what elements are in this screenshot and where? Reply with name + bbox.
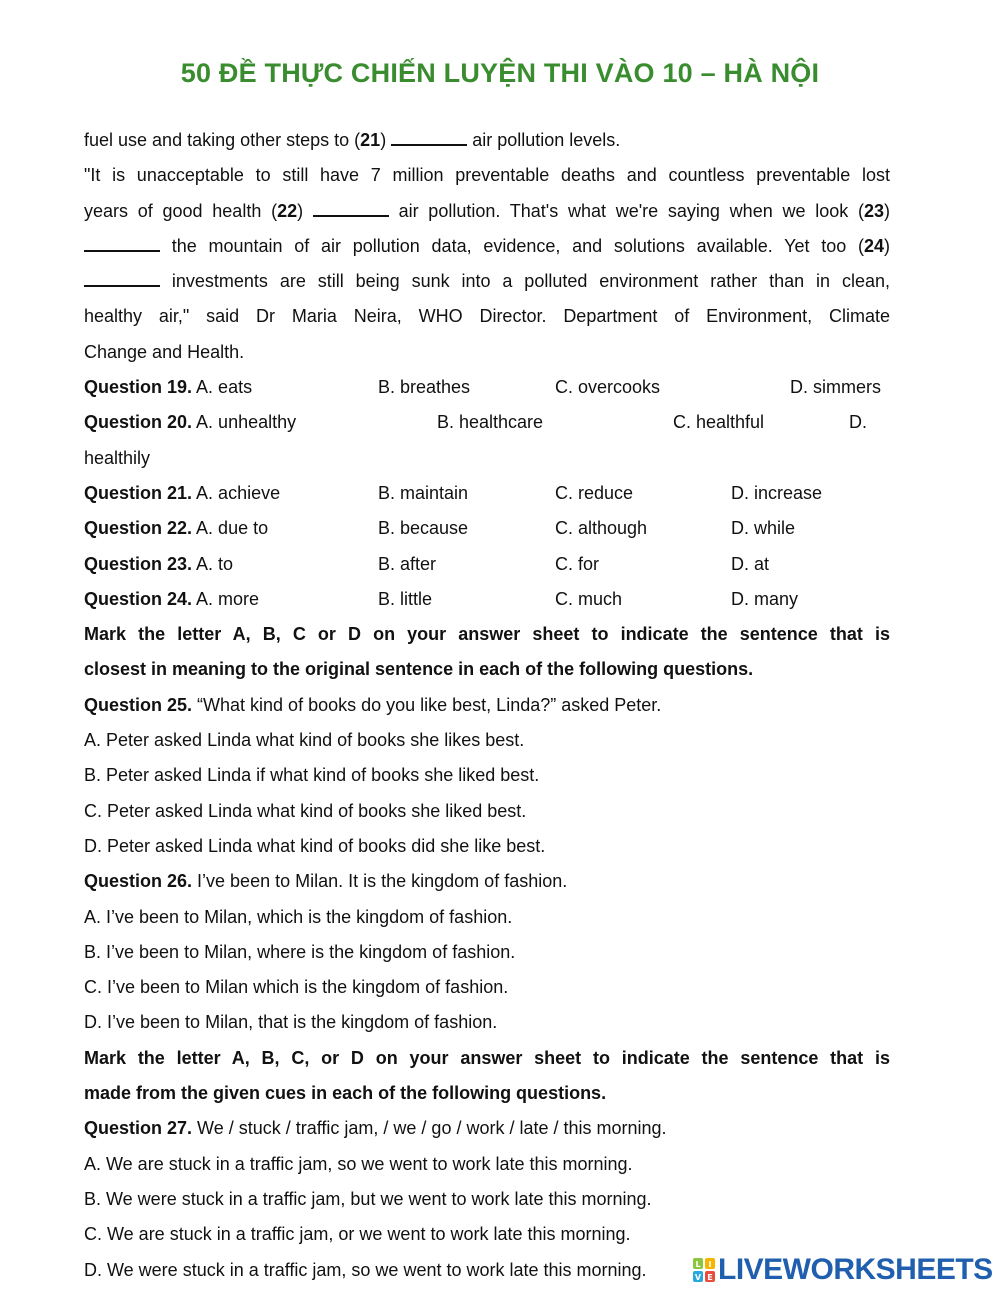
option-a[interactable]: A. due to [196, 518, 269, 539]
passage-line-6: healthy air," said Dr Maria Neira, WHO Director. Department of Environment, Climate [84, 306, 890, 327]
page-title: 50 ĐỀ THỰC CHIẾN LUYỆN THI VÀO 10 – HÀ NỘI [180, 58, 820, 88]
passage-line-5: investments are still being sunk into a polluted environment rather than in clean, [84, 264, 890, 299]
option-a[interactable]: A. Peter asked Linda what kind of books she likes best. [84, 730, 525, 751]
liveworksheets-logo [693, 1251, 993, 1289]
option-b[interactable]: B. We were stuck in a traffic jam, but we went to work late this morning. [84, 1188, 652, 1209]
question-22: Question 22. A. due to B. because C. although D. while [84, 511, 890, 546]
option-c[interactable]: C. overcooks [555, 377, 661, 398]
question-number: 22 [277, 200, 298, 221]
option-a[interactable]: A. I’ve been to Milan, which is the kingdom of fashion. [84, 906, 513, 927]
question-number: 23 [863, 200, 884, 221]
option-c[interactable]: C. for [555, 553, 600, 574]
question-21: Question 21. A. achieve B. maintain C. reduce D. increase [84, 476, 890, 511]
passage-line-7: Change and Health. [84, 341, 245, 362]
question-19: Question 19. A. eats B. breathes C. overcooks D. simmers [84, 370, 890, 405]
question-23: Question 23. A. to B. after C. for D. at [84, 547, 890, 582]
passage-line-4: the mountain of air pollution data, evidence, and solutions available. Yet too (24) [84, 229, 890, 264]
option-c[interactable]: C. Peter asked Linda what kind of books she liked best. [84, 800, 527, 821]
liveworksheets-logo-text: LIVEWORKSHEETS [718, 1253, 993, 1286]
option-c[interactable]: C. reduce [555, 482, 634, 503]
option-c[interactable]: C. healthful [673, 412, 765, 433]
option-a[interactable]: A. eats [196, 377, 253, 398]
option-d[interactable]: D. We were stuck in a traffic jam, so we went to work late this morning. [84, 1259, 647, 1280]
question-number: 21 [360, 130, 381, 150]
option-b[interactable]: B. because [378, 518, 469, 539]
option-b[interactable]: B. I’ve been to Milan, where is the kingdom of fashion. [84, 941, 516, 962]
option-b[interactable]: B. Peter asked Linda if what kind of books she liked best. [84, 765, 540, 786]
section-instruction: Mark the letter A, B, C, or D on your answer sheet to indicate the sentence that is [84, 1047, 890, 1068]
option-b[interactable]: B. little [378, 588, 433, 609]
option-a[interactable]: A. We are stuck in a traffic jam, so we went to work late this morning. [84, 1153, 633, 1174]
question-25: Question 25. “What kind of books do you like best, Linda?” asked Peter. [84, 694, 662, 715]
liveworksheets-logo-icon [693, 1258, 715, 1282]
passage-line-1: fuel use and taking other steps to (21) air pollution levels. [84, 130, 621, 150]
passage-line-2: "It is unacceptable to still have 7 million preventable deaths and countless preventable lost [84, 165, 890, 186]
option-a[interactable]: A. more [196, 588, 260, 609]
option-b[interactable]: B. maintain [378, 482, 469, 503]
answer-blank-23[interactable] [84, 234, 160, 252]
option-d[interactable]: D. at [731, 553, 770, 574]
svg-text:L: L [695, 1260, 701, 1269]
question-27: Question 27. We / stuck / traffic jam, / we / go / work / late / this morning. [84, 1118, 667, 1139]
option-d[interactable]: D. I’ve been to Milan, that is the kingdom of fashion. [84, 1012, 498, 1033]
option-a[interactable]: A. achieve [196, 482, 281, 503]
option-c[interactable]: C. I’ve been to Milan which is the kingdom of fashion. [84, 977, 509, 998]
option-d[interactable]: D. while [731, 518, 796, 539]
option-b[interactable]: B. breathes [378, 377, 471, 398]
answer-blank-21[interactable] [391, 128, 467, 146]
question-26: Question 26. I’ve been to Milan. It is the kingdom of fashion. [84, 871, 568, 892]
document-body [84, 123, 890, 1288]
section-instruction: Mark the letter A, B, C or D on your answer sheet to indicate the sentence that is [84, 624, 890, 645]
question-20: Question 20. A. unhealthy B. healthcare C. healthful D. [84, 405, 890, 440]
section-instruction-cont: made from the given cues in each of the following questions. [84, 1083, 607, 1104]
option-b[interactable]: B. healthcare [437, 412, 544, 433]
svg-text:E: E [707, 1273, 713, 1282]
option-c[interactable]: C. We are stuck in a traffic jam, or we went to work late this morning. [84, 1224, 631, 1245]
question-number: 24 [863, 235, 884, 256]
passage-line-3: years of good health (22) air pollution. That's what we're saying when we look (23) [84, 200, 890, 221]
option-c[interactable]: C. although [555, 518, 648, 539]
question-20-option-d-wrap[interactable]: healthily [84, 447, 151, 468]
option-c[interactable]: C. much [555, 588, 623, 609]
option-d[interactable]: D. Peter asked Linda what kind of books did she like best. [84, 835, 546, 856]
option-d[interactable]: D. many [731, 588, 799, 609]
question-24: Question 24. A. more B. little C. much D. many [84, 582, 890, 617]
svg-text:V: V [694, 1273, 702, 1282]
option-d[interactable]: D. simmers [790, 377, 881, 398]
option-b[interactable]: B. after [378, 553, 437, 574]
option-a[interactable]: A. to [196, 553, 234, 574]
svg-text:I: I [708, 1260, 712, 1269]
option-a[interactable]: A. unhealthy [196, 412, 297, 433]
section-instruction-cont: closest in meaning to the original sentence in each of the following questions. [84, 659, 754, 680]
option-d[interactable]: D. increase [731, 482, 823, 503]
answer-blank-24[interactable] [84, 269, 160, 287]
answer-blank-22[interactable] [313, 199, 389, 217]
option-d[interactable]: D. [849, 412, 867, 433]
